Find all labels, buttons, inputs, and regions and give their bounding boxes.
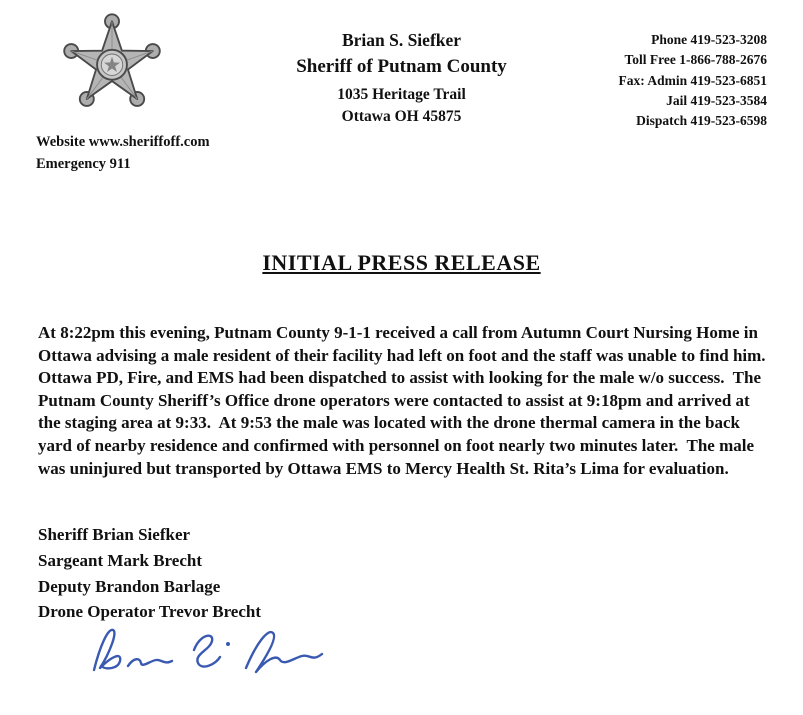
signatory-sergeant: Sargeant Mark Brecht xyxy=(38,550,202,570)
signatory-sheriff: Sheriff Brian Siefker xyxy=(38,525,191,544)
sheriff-title: Sheriff of Putnam County xyxy=(296,56,507,77)
address-line-2: Ottawa OH 45875 xyxy=(341,108,462,126)
signatory-drone-operator: Drone Operator Trevor Brecht xyxy=(38,602,262,622)
signature xyxy=(82,610,332,694)
contact-dispatch: Dispatch 419-523-6598 xyxy=(636,113,767,128)
address-line-1: 1035 Heritage Trail xyxy=(337,86,466,103)
website-line: Website www.sheriffoff.com xyxy=(36,134,210,150)
contact-phone: Phone 419-523-3208 xyxy=(651,32,767,47)
contact-info xyxy=(619,30,768,131)
contact-toll-free: Toll Free 1-866-788-2676 xyxy=(624,52,767,68)
contact-fax-admin: Fax: Admin 419-523-6851 xyxy=(618,72,767,88)
signatory-deputy: Deputy Brandon Barlage xyxy=(38,576,221,596)
sheriff-name: Brian S. Siefker xyxy=(341,30,462,50)
press-release-body: At 8:22pm this evening, Putnam County 9-1-1 received a call from Autumn Court Nursing Home in Ottawa advising a male resident of their facility had left on foot and the staff was unable to find him. Ottawa PD, Fire, and EMS had been dispatched to assist with looking for the male w/o success. The Putnam County Sheriff’s Office drone operators were contacted to assist at 9:18pm and arrived at the staging area at 9:33. At 9:53 the male was located with the drone thermal camera in the back yard of nearby residence and confirmed with personnel on foot nearly two minutes later. The male was uninjured but transported by Ottawa EMS to Mercy Health St. Rita’s Lima for evaluation. xyxy=(38,323,775,478)
contact-jail: Jail 419-523-3584 xyxy=(666,92,767,108)
emergency-line: Emergency 911 xyxy=(36,155,131,172)
document-title: INITIAL PRESS RELEASE xyxy=(262,250,541,275)
